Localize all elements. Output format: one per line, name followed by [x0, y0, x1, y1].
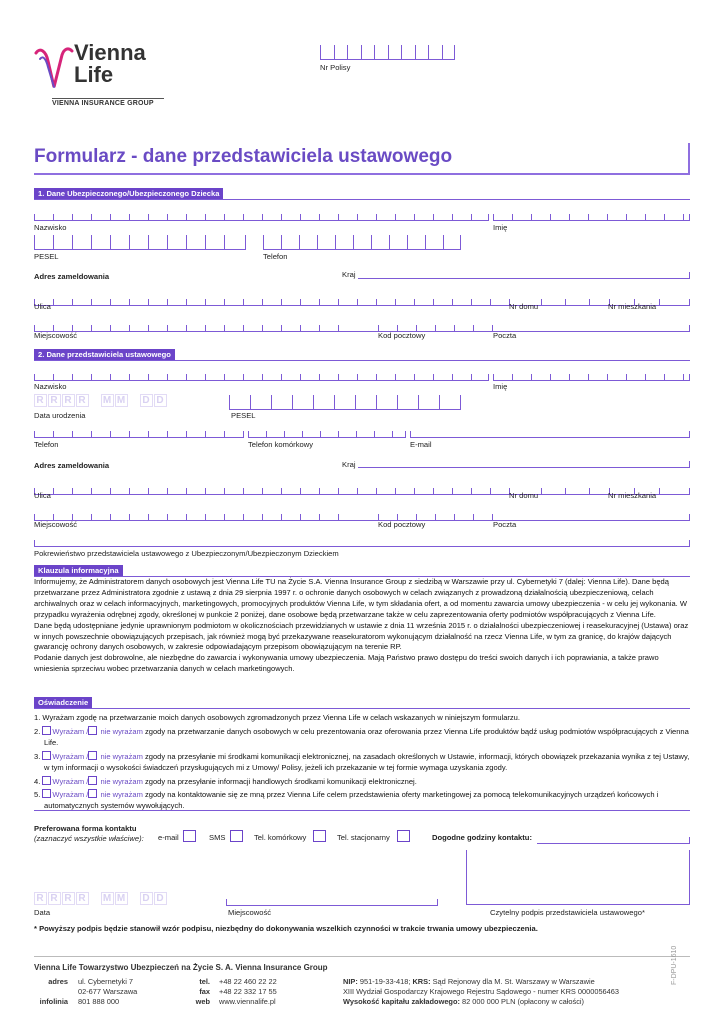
- s2-relationship-label: Pokrewieństwo przedstawiciela ustawowego z Ubezpieczonym/Ubezpieczonym Dzieckiem: [34, 549, 339, 558]
- s2-firstname-label: Imię: [493, 382, 508, 391]
- section1-header: 1. Dane Ubezpieczonego/Ubezpieczonego Dziecka: [34, 188, 223, 199]
- footer-web-link[interactable]: www.viennalife.pl: [219, 997, 276, 1006]
- s1-country-field[interactable]: [358, 263, 690, 279]
- consent3-yes-checkbox[interactable]: [42, 751, 51, 760]
- s2-email-label: E-mail: [410, 440, 432, 449]
- footer-registry-line1: NIP: 951-19-33-418; KRS: Sąd Rejonowy dla M. St. Warszawy w Warszawie: [343, 977, 595, 986]
- statement-item: 1. Wyrażam zgodę na przetwarzanie moich danych osobowych zgromadzonych przez Vienna Life w celach wskazanych w niniejszym formularzu.: [34, 713, 520, 722]
- s2-country-label: Kraj: [342, 460, 356, 469]
- s2-firstname-field[interactable]: [493, 365, 690, 381]
- s2-post-office-label: Poczta: [493, 520, 517, 529]
- footer-fax: +48 22 332 17 55: [219, 987, 277, 996]
- contact-landline-label: Tel. stacjonarny: [337, 833, 390, 842]
- logo: [34, 38, 174, 108]
- consent3-no-checkbox[interactable]: [88, 751, 97, 760]
- footer-web-label: web: [195, 997, 210, 1006]
- policy-number-field[interactable]: [320, 44, 455, 60]
- logo-group: VIENNA INSURANCE GROUP: [52, 100, 154, 107]
- consent5-yes-checkbox[interactable]: [42, 789, 51, 798]
- clause-p1: Informujemy, że Administratorem danych osobowych jest Vienna Life TU na Życie S.A. Vienna Insurance Group z siedzibą w Warszawie przy ul. Cybernetyki 7 (dalej: Vienna Life). Dane będą przetwarzane przez Administratora zgodnie z ustawą z dnia 29 sierpnia 1997 r. o ochronie danych osobowych w celach związanych z prowadzoną działalnością ubezpieczeniową, celach archiwalnych oraz w celach informacyjnych, marketingowych, promocyjnych produktów Vienna Life, w tym składania ofert, a od momentu zawarcia umowy ubezpieczenia - w celu jej wykonania. W przypadku wyrażenia odrębnej zgody, określonej w punkcie 2 poniżej, dane osobowe będą przetwarzane także w celu zaprezentowania oferty podmiotów współpracujących z Vienna Life.: [34, 577, 687, 619]
- footer-hotline: 801 888 000: [78, 997, 120, 1006]
- contact-hours-label: Dogodne godziny kontaktu:: [432, 833, 532, 842]
- s1-flat-number-label: Nr mieszkania: [608, 302, 657, 311]
- page-title: Formularz - dane przedstawiciela ustawowego: [34, 146, 453, 167]
- policy-label: Nr Polisy: [320, 63, 351, 72]
- clause-header: Klauzula informacyjna: [34, 565, 123, 576]
- s2-mobile-label: Telefon komórkowy: [248, 440, 313, 449]
- section2-header: 2. Dane przedstawiciela ustawowego: [34, 349, 175, 360]
- s2-surname-label: Nazwisko: [34, 382, 67, 391]
- s1-house-number-label: Nr domu: [509, 302, 539, 311]
- s1-post-office-label: Poczta: [493, 331, 517, 340]
- s1-firstname-label: Imię: [493, 223, 508, 232]
- contact-form-note: (zaznaczyć wszystkie właściwe):: [34, 834, 144, 843]
- s2-mobile-field[interactable]: [248, 422, 406, 438]
- clause-body: [34, 577, 690, 675]
- contact-mobile-label: Tel. komórkowy: [254, 833, 307, 842]
- consent2-no-checkbox[interactable]: [88, 726, 97, 735]
- footer-address1: ul. Cybernetyki 7: [78, 977, 134, 986]
- clause-p3: Podanie danych jest dobrowolne, ale niezbędne do zawarcia i wykonywania umowy ubezpieczenia. Mają Państwo prawo dostępu do treści swoich danych i ich poprawiania, a także prawo wniesienia sprzeciwu wobec przetwarzania danych w celach marketingowych.: [34, 653, 659, 674]
- consent5-no-checkbox[interactable]: [88, 789, 97, 798]
- footer-tel-label: tel.: [199, 977, 210, 986]
- s1-street-field[interactable]: [34, 290, 690, 306]
- s1-surname-label: Nazwisko: [34, 223, 67, 232]
- signature-city-label: Miejscowość: [228, 908, 272, 917]
- s1-pesel-label: PESEL: [34, 252, 59, 261]
- signature-area[interactable]: [466, 850, 690, 905]
- contact-email-checkbox[interactable]: [183, 830, 196, 842]
- s2-phone-field[interactable]: [34, 422, 244, 438]
- consent4-yes-checkbox[interactable]: [42, 776, 51, 785]
- statement-item: 2. Wyrażam / nie wyrażam zgody na przetwarzanie danych osobowych w celu prezentowania oraz oferowania przez Vienna Life produktów bądź usług podmiotów współpracujących z Vienna Life.: [34, 726, 689, 747]
- footer-address2: 02-677 Warszawa: [78, 987, 138, 996]
- s1-firstname-field[interactable]: [493, 205, 690, 221]
- logo-mark-icon: [34, 43, 74, 93]
- statement-list: [34, 713, 690, 812]
- logo-name-line2: Life: [74, 62, 114, 87]
- signature-date-field[interactable]: R R R R M M D D: [34, 892, 168, 905]
- footer-capital: Wysokość kapitału zakładowego: 82 000 000 PLN (opłacony w całości): [343, 997, 584, 1006]
- statement-header: Oświadczenie: [34, 697, 92, 708]
- s1-country-label: Kraj: [342, 270, 356, 279]
- footer-address-label: adres: [48, 977, 68, 986]
- footer-hotline-label: infolinia: [39, 997, 68, 1006]
- signature-label: Czytelny podpis przedstawiciela ustawowego*: [490, 908, 645, 917]
- contact-landline-checkbox[interactable]: [397, 830, 410, 842]
- s2-address-label: Adres zameldowania: [34, 461, 110, 470]
- form-code: F-DPU-1610: [671, 945, 678, 985]
- s2-email-field[interactable]: [410, 422, 690, 438]
- s2-pesel-field[interactable]: [229, 394, 461, 410]
- s1-address-label: Adres zameldowania: [34, 272, 110, 281]
- s1-pesel-field[interactable]: [34, 234, 246, 250]
- signature-date-label: Data: [34, 908, 51, 917]
- s2-street-label: Ulica: [34, 491, 51, 500]
- s1-phone-field[interactable]: [263, 234, 461, 250]
- s2-birthdate-field[interactable]: R R R R M M D D: [34, 394, 168, 407]
- contact-sms-checkbox[interactable]: [230, 830, 243, 842]
- statement-item: 5. Wyrażam / nie wyrażam zgody na kontaktowanie się ze mną przez Vienna Life celem przedstawienia oferty marketingowej za pomocą telekomunikacyjnych urządzeń końcowych i automatycznych systemów wywołujących.: [34, 790, 659, 811]
- s2-surname-field[interactable]: [34, 365, 489, 381]
- signature-note: * Powyższy podpis będzie stanowił wzór podpisu, niezbędny do dokonywania wszelkich czynności w trakcie trwania umowy ubezpieczenia.: [34, 924, 538, 933]
- s2-relationship-field[interactable]: [34, 531, 690, 547]
- signature-city-field[interactable]: [226, 890, 438, 906]
- s2-street-field[interactable]: [34, 479, 690, 495]
- s2-phone-label: Telefon: [34, 440, 59, 449]
- statement-item: 4. Wyrażam / nie wyrażam zgody na przesyłanie informacji handlowych środkami komunikacji elektronicznej.: [34, 776, 417, 786]
- contact-sms-label: SMS: [209, 833, 226, 842]
- contact-mobile-checkbox[interactable]: [313, 830, 326, 842]
- s2-house-number-label: Nr domu: [509, 491, 539, 500]
- consent2-yes-checkbox[interactable]: [42, 726, 51, 735]
- s1-street-label: Ulica: [34, 302, 51, 311]
- contact-hours-field[interactable]: [537, 828, 690, 844]
- s2-flat-number-label: Nr mieszkania: [608, 491, 657, 500]
- s1-postal-code-label: Kod pocztowy: [378, 331, 426, 340]
- footer-fax-label: fax: [199, 987, 210, 996]
- footer-company: Vienna Life Towarzystwo Ubezpieczeń na Życie S. A. Vienna Insurance Group: [34, 963, 328, 972]
- s2-postal-code-label: Kod pocztowy: [378, 520, 426, 529]
- footer-tel: +48 22 460 22 22: [219, 977, 277, 986]
- clause-p2: Dane będą udostępniane jedynie uprawnionym podmiotom w okolicznościach przewidzianych w ustawie z dnia 11 września 2015 r. o działalności ubezpieczeniowej i reasekuracyjnej (Ustawa) oraz w innych powszechnie obowiązujących przepisach, jak również mogą być przekazywane reasekuratorom wykonującym działalność na rzecz Vienna Life, w tym za granicę, do krajów dających gwarancję ochrony danych osobowych, w zakresie odpowiadającym przepisom obowiązującym na terenie RP.: [34, 620, 689, 652]
- s1-surname-field[interactable]: [34, 205, 489, 221]
- contact-form-label: Preferowana forma kontaktu: [34, 824, 137, 833]
- s2-city-label: Miejscowość: [34, 520, 78, 529]
- logo-name-line1: Vienna: [74, 40, 146, 65]
- s2-birthdate-label: Data urodzenia: [34, 411, 86, 420]
- footer-registry-line2: XIII Wydział Gospodarczy Krajowego Rejestru Sądowego - numer KRS 0000056463: [343, 987, 619, 996]
- s1-city-field[interactable]: [34, 316, 690, 332]
- s1-city-label: Miejscowość: [34, 331, 78, 340]
- statement-item: 3. Wyrażam / nie wyrażam zgody na przesyłanie mi środkami komunikacji elektronicznej, na zasadach określonych w Ustawie, informacji, których obowiązek przekazania wynika z tej Ustawy, w tym informacji o wysokości świadczeń przysługujących mi z Umowy/ Polisy, jeżeli ich przekazanie w tej formie wymaga uzyskania zgody.: [34, 751, 690, 772]
- s1-phone-label: Telefon: [263, 252, 288, 261]
- contact-email-label: e-mail: [158, 833, 179, 842]
- s2-pesel-label: PESEL: [231, 411, 256, 420]
- consent4-no-checkbox[interactable]: [88, 776, 97, 785]
- s2-city-field[interactable]: [34, 505, 690, 521]
- s2-country-field[interactable]: [358, 452, 690, 468]
